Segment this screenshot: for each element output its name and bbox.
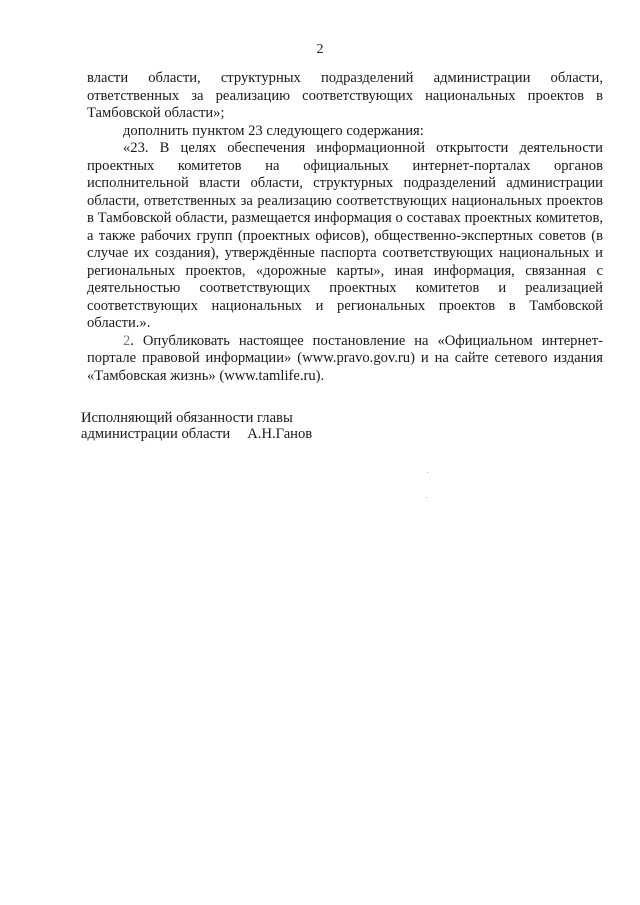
signer-title-line-2 [81,426,312,442]
page-number: 2 [316,42,324,57]
signer-title-line-1: Исполняющий обязанности главы [81,410,293,426]
scan-speck [427,472,428,473]
item-2-text: . Опубликовать настоящее постановление на «Официальном интернет-портале правовой информации» (www.pravo.gov.ru) и на сайте сетевого издания «Тамбовская жизнь» (www.tamlife.ru). [87,332,603,384]
paragraph-amendment-intro: дополнить пунктом 23 следующего содержания: [123,122,424,139]
item-number: 2 [123,332,131,349]
paragraph-item-2 [87,333,603,386]
signer-title-text: администрации области [81,426,231,442]
paragraph-continuation: власти области, структурных подразделений администрации области, ответственных за реализацию соответствующих национальных проектов в Тамбовской области»; [87,70,603,121]
signature-block [81,410,312,442]
signer-name: А.Н.Ганов [247,426,313,442]
paragraph-item-23: «23. В целях обеспечения информационной открытости деятельности проектных комитетов на официальных интернет-порталах органов исполнительной власти области, структурных подразделений администрации области, ответственных за реализацию соответствующих национальных проектов в Тамбовской области, размещается информация о составах проектных комитетов, а также рабочих групп (проектных офисов), общественно-экспертных советов (в случае их создания), утверждённые паспорта соответствующих национальных и региональных проектов, «дорожные карты», иная информация, связанная с деятельностью соответствующих проектных комитетов и реализацией соответствующих национальных и региональных проектов в Тамбовской области.». [87,140,603,331]
scan-speck [426,497,427,498]
document-body [87,70,603,385]
